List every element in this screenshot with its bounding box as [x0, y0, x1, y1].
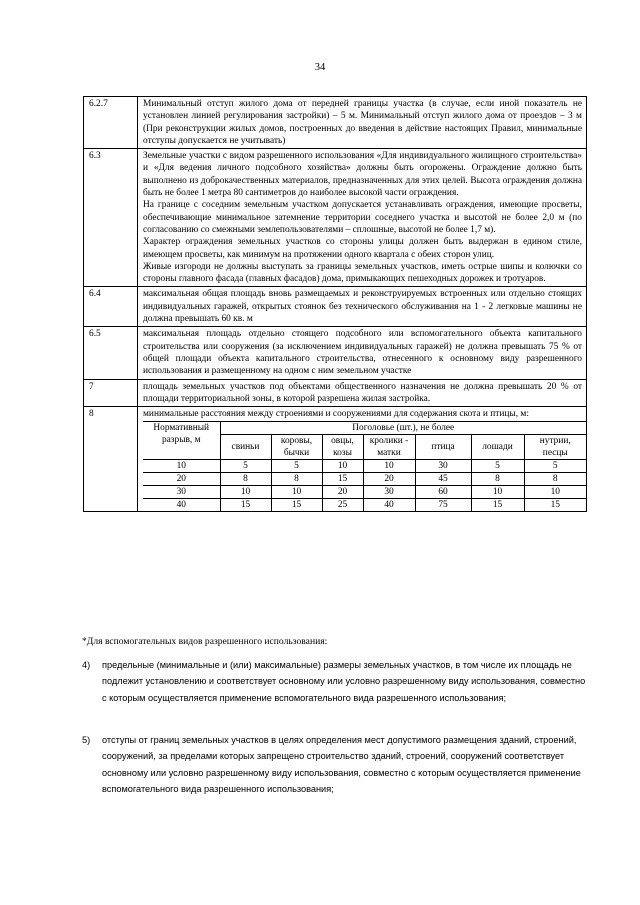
column-header: нутрии, песцы — [524, 435, 586, 460]
cell: 75 — [415, 499, 471, 512]
cell: 5 — [524, 460, 586, 473]
livestock-distance-table — [143, 421, 586, 511]
cell: 25 — [322, 499, 363, 512]
cell: 30 — [363, 486, 415, 499]
page-number: 34 — [314, 62, 326, 73]
list-item — [82, 657, 592, 706]
list-item-text: отступы от границ земельных участков в целях определения мест допустимого размещения зданий, строений, сооружений, за пределами которых запрещено строительство зданий, строений, сооружений соответствует основному или условно разрешенному виду использования, совместно с которым осуществляется применение вспомогательного вида разрешенного использования; — [102, 735, 581, 795]
column-header: птица — [415, 435, 471, 460]
paragraph: площадь земельных участков под объектами общественного назначения не должна превышать 20 % от площади территориальной зоны, в которой разрешена жилая застройка. — [143, 381, 582, 404]
cell: 10 — [363, 460, 415, 473]
data-row — [143, 499, 586, 512]
data-row — [143, 486, 586, 499]
row-text — [138, 97, 587, 149]
cell: 8 — [220, 473, 271, 486]
cell: 10 — [322, 460, 363, 473]
table-row — [84, 379, 587, 407]
column-header: кролики - матки — [363, 435, 415, 460]
cell: 10 — [143, 460, 220, 473]
cell: 15 — [524, 499, 586, 512]
row-text — [138, 287, 587, 327]
row-number: 8 — [84, 407, 138, 512]
cell: 8 — [524, 473, 586, 486]
cell: 45 — [415, 473, 471, 486]
paragraph: максимальная общая площадь вновь размещаемых и реконструируемых встроенных или отдельно стоящих индивидуальных гаражей, открытых стоянок без технического обслуживания на 1 - 2 легковые машины не должна превышать 60 кв. м — [143, 289, 582, 325]
row-text — [138, 327, 587, 379]
paragraph: Минимальный отступ жилого дома от передней границы участка (в случае, если иной показатель не установлен линией регулирования застройки) – 5 м. Минимальный отступ жилого дома от проездов – 3 м (При реконструкции жилых домов, построенных до введения в действие настоящих Правил, минимальные отступы допускается не учитывать) — [143, 99, 582, 146]
row-number: 7 — [84, 379, 138, 407]
row-number: 6.5 — [84, 327, 138, 379]
footnote: *Для вспомогательных видов разрешенного использования: — [82, 636, 328, 647]
row-number: 6.3 — [84, 149, 138, 287]
data-row — [143, 473, 586, 486]
row-text — [138, 407, 587, 512]
cell: 30 — [143, 486, 220, 499]
cell: 40 — [143, 499, 220, 512]
paragraph: Земельные участки с видом разрешенного использования «Для индивидуального жилищного строительства» и «Для ведения личного подсобного хозяйства» должны быть огорожены. Ограждение должно быть выполнено из доброкачественных материалов, предназначенных для этих целей. Высота ограждения должна быть не более 1 метра 80 сантиметров до наиболее высокой части ограждения. — [143, 151, 582, 199]
table-row — [84, 287, 587, 327]
header-row — [143, 422, 586, 435]
table-row — [84, 407, 587, 512]
row-number: 6.2.7 — [84, 97, 138, 149]
cell: 8 — [471, 473, 524, 486]
cell: 30 — [415, 460, 471, 473]
cell: 10 — [524, 486, 586, 499]
cell: 40 — [363, 499, 415, 512]
paragraph: максимальная площадь отдельно стоящего подсобного или вспомогательного объекта капитального строительства или сооружения (за исключением индивидуальных гаражей) не должна превышать 75 % от общей площади объекта капитального строительства, отнесенного к основному виду разрешенного использования и размещенному на одном с ним земельном участке — [143, 329, 582, 377]
cell: 20 — [322, 486, 363, 499]
paragraph: На границе с соседним земельным участком допускается устанавливать ограждения, имеющие просветы, обеспечивающие минимальное затемнение территории соседнего участка и высотой не более 2,0 м (по согласованию со смежными землепользователями – сплошные, высотой не более 1,7 м). — [143, 200, 582, 235]
column-header: коровы, бычки — [271, 435, 322, 460]
list-marker: 4) — [82, 660, 91, 670]
cell: 8 — [271, 473, 322, 486]
column-header: свиньи — [220, 435, 271, 460]
cell: 15 — [220, 499, 271, 512]
cell: 20 — [363, 473, 415, 486]
column-header: лошади — [471, 435, 524, 460]
table-row — [84, 149, 587, 287]
paragraph: минимальные расстояния между строениями и сооружениями для содержания скота и птицы, м: — [143, 409, 529, 420]
list-item — [82, 732, 592, 798]
cell: 10 — [271, 486, 322, 499]
regulations-table — [83, 96, 587, 512]
cell: 5 — [220, 460, 271, 473]
paragraph: Живые изгороди не должны выступать за границы земельных участков, иметь острые шипы и колючки со стороны главного фасада (главных фасадов) дома, примыкающих пешеходных дорожек и тротуаров. — [143, 261, 582, 285]
table-row — [84, 97, 587, 149]
data-row — [143, 460, 586, 473]
row-text — [138, 149, 587, 287]
list-marker: 5) — [82, 735, 91, 745]
cell: 10 — [220, 486, 271, 499]
table-row — [84, 327, 587, 379]
cell: 5 — [471, 460, 524, 473]
paragraph: Характер ограждения земельных участков со стороны улицы должен быть выдержан в едином стиле, имеющем просветы, как минимум на протяжении одного квартала с обеих сторон улиц. — [143, 237, 582, 260]
cell: 5 — [271, 460, 322, 473]
cell: 15 — [471, 499, 524, 512]
column-header: овцы, козы — [322, 435, 363, 460]
cell: 60 — [415, 486, 471, 499]
cell: 15 — [322, 473, 363, 486]
label-header: Нормативный разрыв, м — [143, 422, 220, 460]
list-item-text: предельные (минимальные и (или) максимальные) размеры земельных участков, в том числе их площадь не подлежит установлению и соответствует основному или условно разрешенному виду использования, совместно с которым осуществляется применение вспомогательного вида разрешенного использования; — [102, 660, 586, 703]
cell: 15 — [271, 499, 322, 512]
group-header: Поголовье (шт.), не более — [220, 422, 586, 435]
row-text — [138, 379, 587, 407]
cell: 10 — [471, 486, 524, 499]
row-number: 6.4 — [84, 287, 138, 327]
cell: 20 — [143, 473, 220, 486]
